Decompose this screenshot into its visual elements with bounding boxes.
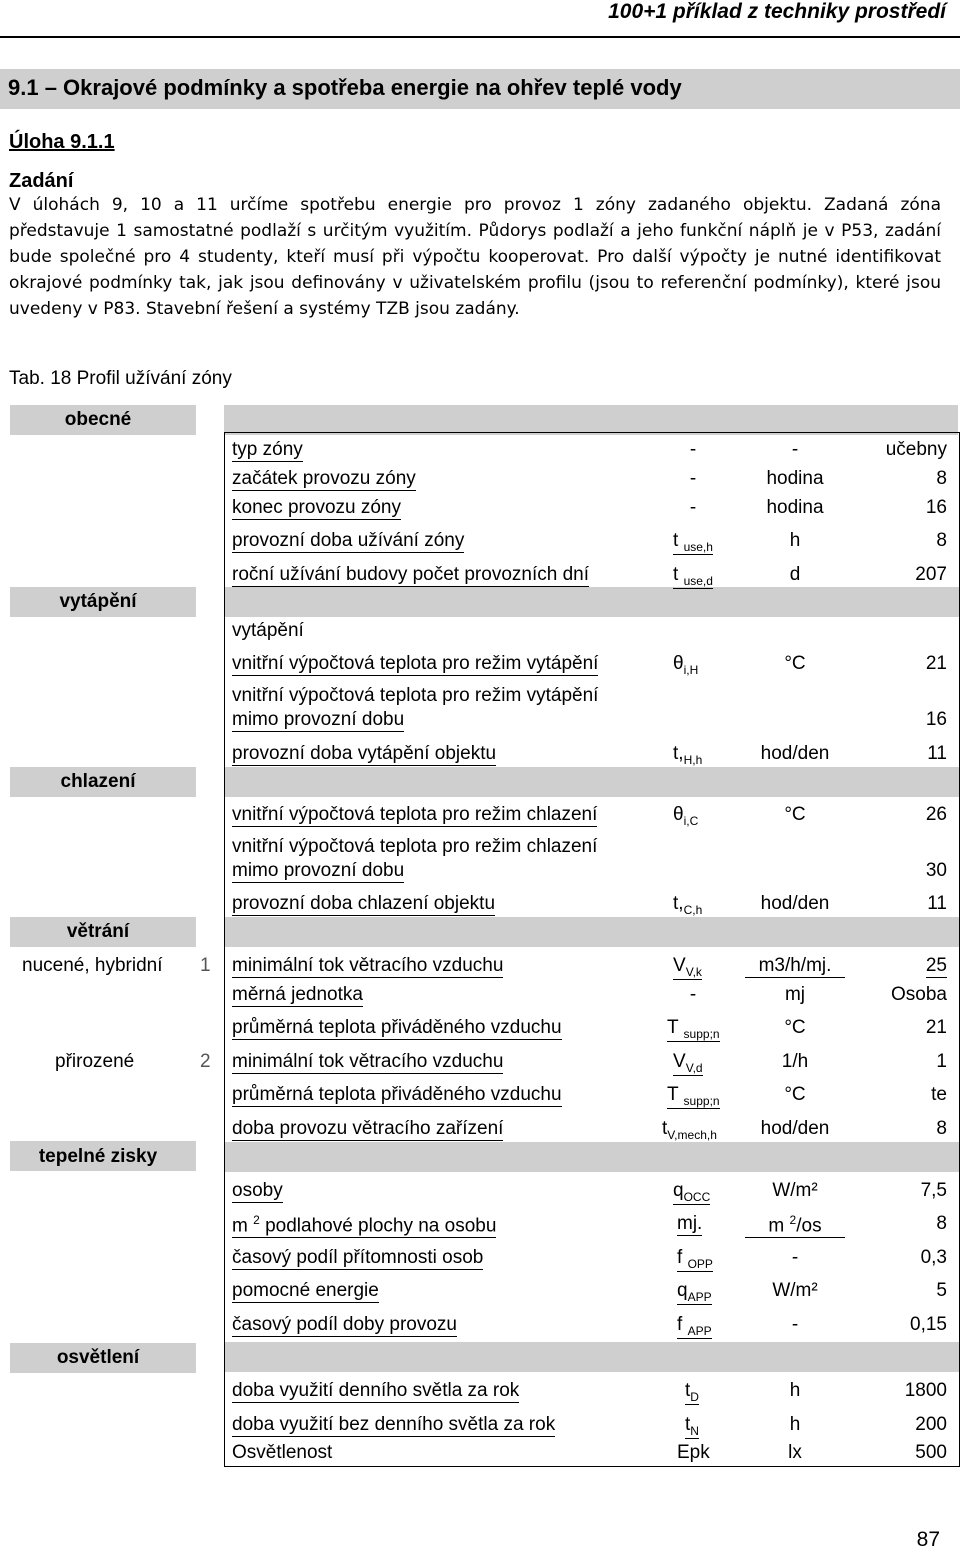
row-symbol: $\theta_{i,H}$ (673, 653, 699, 677)
row-name: minimální tok větracího vzduchu (232, 955, 504, 976)
category-vetrani: větrání (66, 921, 130, 942)
assignment-paragraph-1: V úlohách 9, 10 a 11 určíme spotřebu energie pro provoz 1 zóny zadaného objektu. Zadaná zóna představuje 1 samostatné podlaží s určitým využitím. Půdorys podlaží a jeho funkční náplň je v P53, zadání bude společné pro 4 studenty, kteří musí při výpočtu kooperovat. (9, 195, 941, 267)
row-symbol: - (689, 984, 697, 1005)
row-value: 8 (936, 1118, 947, 1139)
row-name: osoby (232, 1180, 283, 1201)
table-top-rule (224, 432, 960, 433)
row-unit: h (789, 530, 801, 551)
row-symbol: - (689, 468, 697, 489)
row-unit: °C (784, 1084, 806, 1105)
category-obecne: obecné (64, 409, 132, 430)
row-value: 21 (925, 653, 947, 674)
row-name: provozní doba vytápění objektu (232, 743, 497, 764)
row-unit: lx (788, 1442, 802, 1463)
row-symbol: T $_{supp;n}$ (667, 1017, 720, 1041)
row-symbol: $q_{APP}$ (677, 1280, 712, 1304)
row-value: 30 (925, 860, 947, 881)
row-name: doba provozu větracího zařízení (232, 1118, 504, 1139)
band-tepelne-zisky (225, 1142, 959, 1172)
row-unit: h (789, 1380, 801, 1401)
label-prirozene: přirozené (55, 1051, 135, 1072)
category-chlazeni: chlazení (60, 771, 136, 792)
assignment-paragraph-2: Pro další výpočty je nutné identifikovat okrajové podmínky tak, jak jsou definovány v uživatelském profilu (jsou to referenční podmínky), které jsou uvedeny v P83. Stavební řešení a systémy TZB jsou zadány. (9, 247, 941, 319)
row-name: začátek provozu zóny (232, 468, 416, 489)
row-unit: 1/h (781, 1051, 809, 1072)
row-value: 25 (925, 955, 947, 976)
row-value: 16 (925, 709, 947, 730)
row-value: 21 (925, 1017, 947, 1038)
row-unit: m3/h/mj. (745, 955, 845, 978)
row-name: provozní doba užívání zóny (232, 530, 465, 551)
row-name-line1: vnitřní výpočtová teplota pro režim vytápění (232, 685, 599, 706)
row-name: doba využití bez denního světla za rok (232, 1414, 556, 1435)
section-title: 9.1 – Okrajové podmínky a spotřeba energie na ohřev teplé vody (8, 75, 682, 100)
row-name: doba využití denního světla za rok (232, 1380, 520, 1401)
row-symbol: $t_D$ (685, 1380, 699, 1404)
row-unit: - (791, 1314, 799, 1335)
running-header: 100+1 příklad z techniky prostředí (608, 0, 946, 23)
row-value: 200 (915, 1414, 947, 1435)
label-nucene: nucené, hybridní (22, 955, 163, 976)
row-unit: W/m² (772, 1280, 818, 1301)
row-symbol: $t,_{H,h}$ (673, 743, 703, 767)
band-vytapeni (225, 587, 959, 617)
row-value: 7,5 (920, 1180, 947, 1201)
row-unit: - (791, 439, 799, 460)
category-vytapeni: vytápění (59, 591, 137, 612)
row-symbol: - (689, 439, 697, 460)
row-name: měrná jednotka (232, 984, 363, 1005)
row-symbol: $t,_{C,h}$ (673, 893, 703, 917)
row-unit: - (791, 1247, 799, 1268)
header-rule (0, 36, 960, 38)
row-unit: m $^2$/os (745, 1213, 845, 1238)
row-value: Osoba (891, 984, 947, 1005)
band-chlazeni (225, 767, 959, 797)
row-unit: °C (784, 1017, 806, 1038)
row-symbol: $V_{V,k}$ (673, 955, 702, 979)
row-name-line2: mimo provozní dobu (232, 709, 405, 730)
row-name-line2: mimo provozní dobu (232, 860, 405, 881)
row-unit: h (789, 1414, 801, 1435)
row-symbol: T $_{supp;n}$ (667, 1084, 720, 1108)
row-unit: hod/den (760, 1118, 830, 1139)
row-symbol: f $_{APP}$ (677, 1314, 712, 1338)
row-name: vnitřní výpočtová teplota pro režim vytápění (232, 653, 599, 674)
row-name: průměrná teplota přiváděného vzduchu (232, 1017, 562, 1038)
row-unit: W/m² (772, 1180, 818, 1201)
task-label: Úloha 9.1.1 (9, 131, 115, 153)
row-name-line1: vnitřní výpočtová teplota pro režim chlazení (232, 836, 598, 857)
row-unit: hod/den (760, 743, 830, 764)
table-caption: Tab. 18 Profil užívání zóny (9, 368, 232, 389)
row-name: vnitřní výpočtová teplota pro režim chlazení (232, 804, 598, 825)
row-unit: d (789, 564, 801, 585)
row-symbol: $t_N$ (685, 1414, 699, 1438)
row-symbol: $\theta_{i,C}$ (673, 804, 699, 828)
row-name: časový podíl doby provozu (232, 1314, 457, 1335)
row-value: 11 (927, 743, 947, 764)
row-symbol: $t_{V,mech,h}$ (662, 1118, 717, 1142)
band-obecne (224, 405, 958, 435)
profile-table (224, 432, 960, 1467)
row-value: 500 (915, 1442, 947, 1463)
row-value: 11 (927, 893, 947, 914)
row-value: učebny (885, 439, 947, 460)
row-unit: hodina (766, 497, 824, 518)
row-value: 1800 (904, 1380, 947, 1401)
page-number: 87 (916, 1528, 940, 1551)
row-value: 26 (925, 804, 947, 825)
row-name: časový podíl přítomnosti osob (232, 1247, 484, 1268)
row-symbol: t $_{use,d}$ (673, 564, 713, 588)
label-nucene-num: 1 (200, 955, 211, 976)
row-value: te (931, 1084, 947, 1105)
row-name: průměrná teplota přiváděného vzduchu (232, 1084, 562, 1105)
row-name: konec provozu zóny (232, 497, 401, 518)
row-symbol: t $_{use,h}$ (673, 530, 713, 554)
assignment-heading: Zadání (9, 170, 74, 192)
assignment-text (9, 192, 941, 322)
row-unit: hod/den (760, 893, 830, 914)
row-symbol: - (689, 497, 697, 518)
row-unit: °C (784, 804, 806, 825)
row-name: vytápění (232, 620, 304, 641)
row-name: provozní doba chlazení objektu (232, 893, 496, 914)
row-value: 5 (936, 1280, 947, 1301)
row-symbol: $q_{OCC}$ (673, 1180, 711, 1204)
row-symbol: mj. (677, 1213, 703, 1234)
row-value: 1 (936, 1051, 947, 1072)
row-value: 8 (936, 468, 947, 489)
row-symbol: $V_{V,d}$ (673, 1051, 703, 1075)
row-value: 16 (925, 497, 947, 518)
row-name: minimální tok větracího vzduchu (232, 1051, 504, 1072)
label-prirozene-num: 2 (200, 1051, 211, 1072)
row-symbol: Epk (677, 1442, 710, 1463)
row-name: roční užívání budovy počet provozních dní (232, 564, 589, 585)
band-vetrani (225, 917, 959, 947)
band-osvetleni (225, 1342, 959, 1372)
row-name: typ zóny (232, 439, 303, 460)
row-value: 207 (915, 564, 947, 585)
category-osvetleni: osvětlení (56, 1347, 140, 1368)
row-name: Osvětlenost (232, 1442, 333, 1463)
row-value: 8 (936, 530, 947, 551)
category-tepelne-zisky: tepelné zisky (38, 1146, 158, 1167)
row-unit: mj (784, 984, 806, 1005)
row-unit: °C (784, 653, 806, 674)
row-value: 0,15 (910, 1314, 947, 1335)
row-unit: hodina (766, 468, 824, 489)
row-name: m $^2$ podlahové plochy na osobu (232, 1213, 497, 1237)
row-name: pomocné energie (232, 1280, 379, 1301)
row-symbol: f $_{OPP}$ (677, 1247, 713, 1271)
row-value: 0,3 (920, 1247, 947, 1268)
row-value: 8 (936, 1213, 947, 1234)
